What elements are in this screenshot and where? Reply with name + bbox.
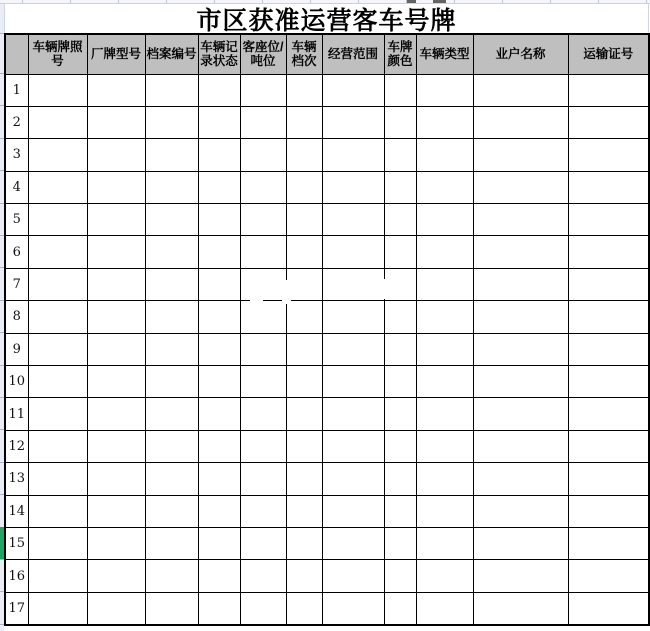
gridline	[214, 0, 215, 3]
table-cell[interactable]	[322, 268, 384, 300]
table-cell[interactable]	[416, 592, 473, 624]
gridline	[0, 138, 4, 139]
table-cell[interactable]	[145, 592, 198, 624]
table-row	[5, 236, 649, 268]
table-cell[interactable]	[145, 366, 198, 398]
table-cell[interactable]	[145, 398, 198, 430]
table-cell[interactable]	[286, 366, 322, 398]
table-cell[interactable]	[384, 495, 416, 527]
table-cell[interactable]	[198, 592, 240, 624]
table-cell[interactable]	[198, 74, 240, 106]
table-cell[interactable]	[87, 527, 145, 559]
table-row	[5, 366, 649, 398]
sheet-title[interactable]: 市区获准运营客车号牌	[4, 4, 649, 33]
table-cell[interactable]	[145, 171, 198, 203]
gridline	[0, 105, 4, 106]
cutoff-row-strip	[0, 0, 650, 4]
table-cell[interactable]	[568, 430, 649, 462]
table-cell[interactable]	[145, 560, 198, 592]
column-header-cell[interactable]: 车辆牌照号	[28, 34, 87, 74]
gridline	[550, 0, 551, 3]
table-cell[interactable]	[87, 463, 145, 495]
table-cell[interactable]	[286, 204, 322, 236]
gridline	[0, 332, 4, 333]
table-cell[interactable]	[473, 236, 568, 268]
table-cell[interactable]	[416, 333, 473, 365]
table-cell[interactable]	[473, 495, 568, 527]
table-cell[interactable]	[87, 398, 145, 430]
table-cell[interactable]	[322, 463, 384, 495]
table-cell[interactable]	[568, 139, 649, 171]
table-cell[interactable]	[322, 301, 384, 333]
table-cell[interactable]	[28, 139, 87, 171]
table-cell[interactable]	[286, 463, 322, 495]
table-cell[interactable]	[568, 560, 649, 592]
table-cell[interactable]	[240, 204, 286, 236]
gridline	[0, 33, 4, 34]
table-cell[interactable]	[473, 333, 568, 365]
table-cell[interactable]	[286, 301, 322, 333]
column-header-cell[interactable]: 业户名称	[473, 34, 568, 74]
gridline	[0, 365, 4, 366]
table-cell[interactable]	[322, 495, 384, 527]
table-cell[interactable]	[416, 301, 473, 333]
table-row	[5, 398, 649, 430]
table-cell[interactable]	[473, 301, 568, 333]
table-cell[interactable]	[416, 236, 473, 268]
row-number-cell[interactable]: 13	[5, 463, 28, 495]
table-cell[interactable]	[322, 366, 384, 398]
table-cell[interactable]	[286, 333, 322, 365]
table-cell[interactable]	[416, 204, 473, 236]
table-cell[interactable]	[384, 333, 416, 365]
row-number-cell[interactable]: 1	[5, 74, 28, 106]
table-cell[interactable]	[322, 74, 384, 106]
column-header-cell[interactable]: 车牌颜色	[384, 34, 416, 74]
column-header-cell[interactable]: 车辆记录状态	[198, 34, 240, 74]
table-cell[interactable]	[473, 268, 568, 300]
table-cell[interactable]	[416, 171, 473, 203]
gridline	[646, 0, 647, 3]
row-number-cell[interactable]: 16	[5, 560, 28, 592]
table-cell[interactable]	[286, 495, 322, 527]
column-header-cell[interactable]: 档案编号	[145, 34, 198, 74]
gridline	[0, 235, 4, 236]
table-cell[interactable]	[568, 366, 649, 398]
gridline	[406, 0, 407, 3]
data-table	[4, 33, 650, 626]
table-cell[interactable]	[145, 204, 198, 236]
table-body	[5, 74, 649, 625]
table-cell[interactable]	[240, 139, 286, 171]
table-cell[interactable]	[198, 463, 240, 495]
table-cell[interactable]	[240, 463, 286, 495]
cutoff-text-remnant	[406, 0, 416, 3]
table-cell[interactable]	[240, 366, 286, 398]
gridline	[0, 494, 4, 495]
table-cell[interactable]	[28, 204, 87, 236]
table-cell[interactable]	[473, 204, 568, 236]
table-cell[interactable]	[473, 171, 568, 203]
table-cell[interactable]	[28, 398, 87, 430]
table-cell[interactable]	[322, 171, 384, 203]
table-cell[interactable]	[240, 398, 286, 430]
table-cell[interactable]	[240, 236, 286, 268]
table-cell[interactable]	[473, 106, 568, 138]
table-cell[interactable]	[240, 106, 286, 138]
table-cell[interactable]	[568, 236, 649, 268]
table-cell[interactable]	[568, 74, 649, 106]
row-number-cell[interactable]: 15	[5, 527, 28, 559]
row-number-cell[interactable]: 3	[5, 139, 28, 171]
row-number-cell[interactable]: 6	[5, 236, 28, 268]
table-cell[interactable]	[28, 268, 87, 300]
table-cell[interactable]	[28, 463, 87, 495]
row-number-cell[interactable]: 2	[5, 106, 28, 138]
table-row	[5, 139, 649, 171]
table-cell[interactable]	[198, 398, 240, 430]
table-cell[interactable]	[568, 398, 649, 430]
table-row	[5, 495, 649, 527]
table-row	[5, 204, 649, 236]
column-header-cell[interactable]: 运输证号	[568, 34, 649, 74]
table-header	[5, 34, 649, 74]
table-cell[interactable]	[28, 527, 87, 559]
gridline	[358, 0, 359, 3]
gridline	[598, 0, 599, 3]
table-cell[interactable]	[384, 430, 416, 462]
gridline	[502, 0, 503, 3]
table-cell[interactable]	[473, 139, 568, 171]
gridline	[0, 73, 4, 74]
table-cell[interactable]	[322, 527, 384, 559]
table-cell[interactable]	[145, 236, 198, 268]
table-cell[interactable]	[322, 204, 384, 236]
table-cell[interactable]	[322, 398, 384, 430]
table-cell[interactable]	[198, 527, 240, 559]
table-cell[interactable]	[322, 560, 384, 592]
table-cell[interactable]	[416, 560, 473, 592]
table-cell[interactable]	[198, 236, 240, 268]
table-cell[interactable]	[416, 366, 473, 398]
table-row	[5, 430, 649, 462]
table-cell[interactable]	[240, 74, 286, 106]
table-cell[interactable]	[384, 268, 416, 300]
table-cell[interactable]	[28, 301, 87, 333]
table-row	[5, 106, 649, 138]
table-cell[interactable]	[416, 463, 473, 495]
table-cell[interactable]	[286, 74, 322, 106]
table-cell[interactable]	[87, 366, 145, 398]
table-cell[interactable]	[384, 301, 416, 333]
gridline	[0, 397, 4, 398]
grid-gap-artifact	[250, 297, 263, 304]
table-cell[interactable]	[473, 430, 568, 462]
table-cell[interactable]	[473, 398, 568, 430]
table-cell[interactable]	[87, 139, 145, 171]
row-number-cell[interactable]: 12	[5, 430, 28, 462]
table-cell[interactable]	[384, 171, 416, 203]
table-cell[interactable]	[240, 171, 286, 203]
table-cell[interactable]	[87, 204, 145, 236]
gridline	[166, 0, 167, 3]
table-cell[interactable]	[28, 366, 87, 398]
table-cell[interactable]	[286, 560, 322, 592]
table-cell[interactable]	[28, 74, 87, 106]
table-cell[interactable]	[568, 268, 649, 300]
table-row	[5, 527, 649, 559]
table-cell[interactable]	[145, 495, 198, 527]
table-cell[interactable]	[568, 106, 649, 138]
table-cell[interactable]	[473, 74, 568, 106]
column-header-cell[interactable]: 车辆档次	[286, 34, 322, 74]
gridline	[0, 591, 4, 592]
table-cell[interactable]	[286, 171, 322, 203]
row-number-cell[interactable]: 9	[5, 333, 28, 365]
table-cell[interactable]	[87, 560, 145, 592]
table-cell[interactable]	[286, 430, 322, 462]
table-cell[interactable]	[198, 268, 240, 300]
table-cell[interactable]	[28, 495, 87, 527]
table-cell[interactable]	[384, 74, 416, 106]
table-cell[interactable]	[384, 527, 416, 559]
table-cell[interactable]	[384, 463, 416, 495]
table-row	[5, 171, 649, 203]
column-header-cell[interactable]: 客座位/吨位	[240, 34, 286, 74]
table-cell[interactable]	[322, 333, 384, 365]
gridline	[454, 0, 455, 3]
table-cell[interactable]	[240, 527, 286, 559]
gridline	[22, 0, 23, 3]
table-cell[interactable]	[28, 333, 87, 365]
gridline	[0, 300, 4, 301]
table-cell[interactable]	[145, 463, 198, 495]
table-cell[interactable]	[473, 592, 568, 624]
table-cell[interactable]	[87, 430, 145, 462]
gridline	[310, 0, 311, 3]
table-cell[interactable]	[28, 592, 87, 624]
table-cell[interactable]	[198, 495, 240, 527]
row-number-cell[interactable]: 7	[5, 268, 28, 300]
row-number-cell[interactable]: 8	[5, 301, 28, 333]
grid-gap-artifact	[379, 279, 387, 299]
table-cell[interactable]	[473, 560, 568, 592]
table-cell[interactable]	[416, 527, 473, 559]
table-cell[interactable]	[198, 430, 240, 462]
table-cell[interactable]	[87, 171, 145, 203]
table-cell[interactable]	[286, 106, 322, 138]
gridline	[0, 462, 4, 463]
table-cell[interactable]	[87, 592, 145, 624]
table-cell[interactable]	[568, 463, 649, 495]
table-cell[interactable]	[198, 204, 240, 236]
table-cell[interactable]	[87, 301, 145, 333]
table-cell[interactable]	[87, 268, 145, 300]
table-cell[interactable]	[322, 106, 384, 138]
table-cell[interactable]	[322, 592, 384, 624]
table-cell[interactable]	[286, 139, 322, 171]
table-cell[interactable]	[322, 139, 384, 171]
table-cell[interactable]	[286, 236, 322, 268]
table-cell[interactable]	[384, 398, 416, 430]
table-cell[interactable]	[473, 527, 568, 559]
table-cell[interactable]	[198, 560, 240, 592]
table-row	[5, 592, 649, 624]
table-cell[interactable]	[384, 106, 416, 138]
table-cell[interactable]	[28, 171, 87, 203]
table-cell[interactable]	[87, 74, 145, 106]
table-cell[interactable]	[28, 106, 87, 138]
table-cell[interactable]	[145, 139, 198, 171]
table-cell[interactable]	[198, 139, 240, 171]
table-cell[interactable]	[87, 495, 145, 527]
table-cell[interactable]	[145, 106, 198, 138]
table-cell[interactable]	[416, 430, 473, 462]
gridline	[0, 429, 4, 430]
table-cell[interactable]	[198, 301, 240, 333]
table-cell[interactable]	[240, 301, 286, 333]
table-cell[interactable]	[416, 106, 473, 138]
column-header-cell[interactable]: 经营范围	[322, 34, 384, 74]
table-cell[interactable]	[322, 430, 384, 462]
table-cell[interactable]	[28, 560, 87, 592]
table-cell[interactable]	[568, 592, 649, 624]
row-number-cell[interactable]: 11	[5, 398, 28, 430]
table-cell[interactable]	[145, 301, 198, 333]
table-cell[interactable]	[322, 236, 384, 268]
table-row	[5, 74, 649, 106]
row-number-cell[interactable]: 5	[5, 204, 28, 236]
row-number-cell[interactable]: 14	[5, 495, 28, 527]
selected-row-indicator	[0, 527, 4, 559]
gridline	[0, 203, 4, 204]
table-cell[interactable]	[240, 560, 286, 592]
table-cell[interactable]	[384, 236, 416, 268]
table-cell[interactable]	[384, 560, 416, 592]
table-cell[interactable]	[384, 592, 416, 624]
table-cell[interactable]	[145, 74, 198, 106]
table-cell[interactable]	[145, 527, 198, 559]
table-cell[interactable]	[240, 268, 286, 300]
gridline	[0, 267, 4, 268]
row-number-cell[interactable]: 17	[5, 592, 28, 624]
table-cell[interactable]	[87, 106, 145, 138]
column-header-cell[interactable]: 车辆类型	[416, 34, 473, 74]
gridline	[0, 170, 4, 171]
gridline	[262, 0, 263, 3]
cutoff-text-remnant	[433, 0, 446, 3]
table-cell[interactable]	[286, 268, 322, 300]
table-cell[interactable]	[384, 366, 416, 398]
table-cell[interactable]	[87, 236, 145, 268]
gridline	[0, 624, 4, 625]
table-cell[interactable]	[87, 333, 145, 365]
table-cell[interactable]	[286, 527, 322, 559]
column-header-cell[interactable]: 厂牌型号	[87, 34, 145, 74]
column-header-cell[interactable]	[5, 34, 28, 74]
table-row	[5, 301, 649, 333]
table-cell[interactable]	[240, 430, 286, 462]
table-cell[interactable]	[240, 333, 286, 365]
table-cell[interactable]	[28, 236, 87, 268]
table-row	[5, 463, 649, 495]
table-cell[interactable]	[416, 139, 473, 171]
table-cell[interactable]	[384, 204, 416, 236]
table-cell[interactable]	[240, 495, 286, 527]
table-cell[interactable]	[568, 495, 649, 527]
grid-gap-artifact	[282, 280, 291, 304]
table-cell[interactable]	[286, 398, 322, 430]
table-cell[interactable]	[198, 106, 240, 138]
table-cell[interactable]	[198, 366, 240, 398]
table-cell[interactable]	[198, 333, 240, 365]
table-cell[interactable]	[568, 171, 649, 203]
row-number-cell[interactable]: 10	[5, 366, 28, 398]
table-cell[interactable]	[473, 366, 568, 398]
table-cell[interactable]	[286, 592, 322, 624]
table-cell[interactable]	[416, 495, 473, 527]
table-row	[5, 333, 649, 365]
table-cell[interactable]	[416, 398, 473, 430]
table-cell[interactable]	[568, 527, 649, 559]
table-cell[interactable]	[145, 430, 198, 462]
gridline	[70, 0, 71, 3]
table-cell[interactable]	[416, 268, 473, 300]
table-cell[interactable]	[240, 592, 286, 624]
gridline	[118, 0, 119, 3]
table-cell[interactable]	[145, 268, 198, 300]
row-number-cell[interactable]: 4	[5, 171, 28, 203]
table-cell[interactable]	[416, 74, 473, 106]
table-cell[interactable]	[384, 139, 416, 171]
table-cell[interactable]	[568, 333, 649, 365]
table-cell[interactable]	[198, 171, 240, 203]
table-cell[interactable]	[568, 301, 649, 333]
table-row	[5, 268, 649, 300]
table-cell[interactable]	[145, 333, 198, 365]
table-cell[interactable]	[473, 463, 568, 495]
table-cell[interactable]	[28, 430, 87, 462]
header-row	[5, 34, 649, 74]
sheet-area	[4, 4, 649, 626]
table-cell[interactable]	[568, 204, 649, 236]
table-row	[5, 560, 649, 592]
